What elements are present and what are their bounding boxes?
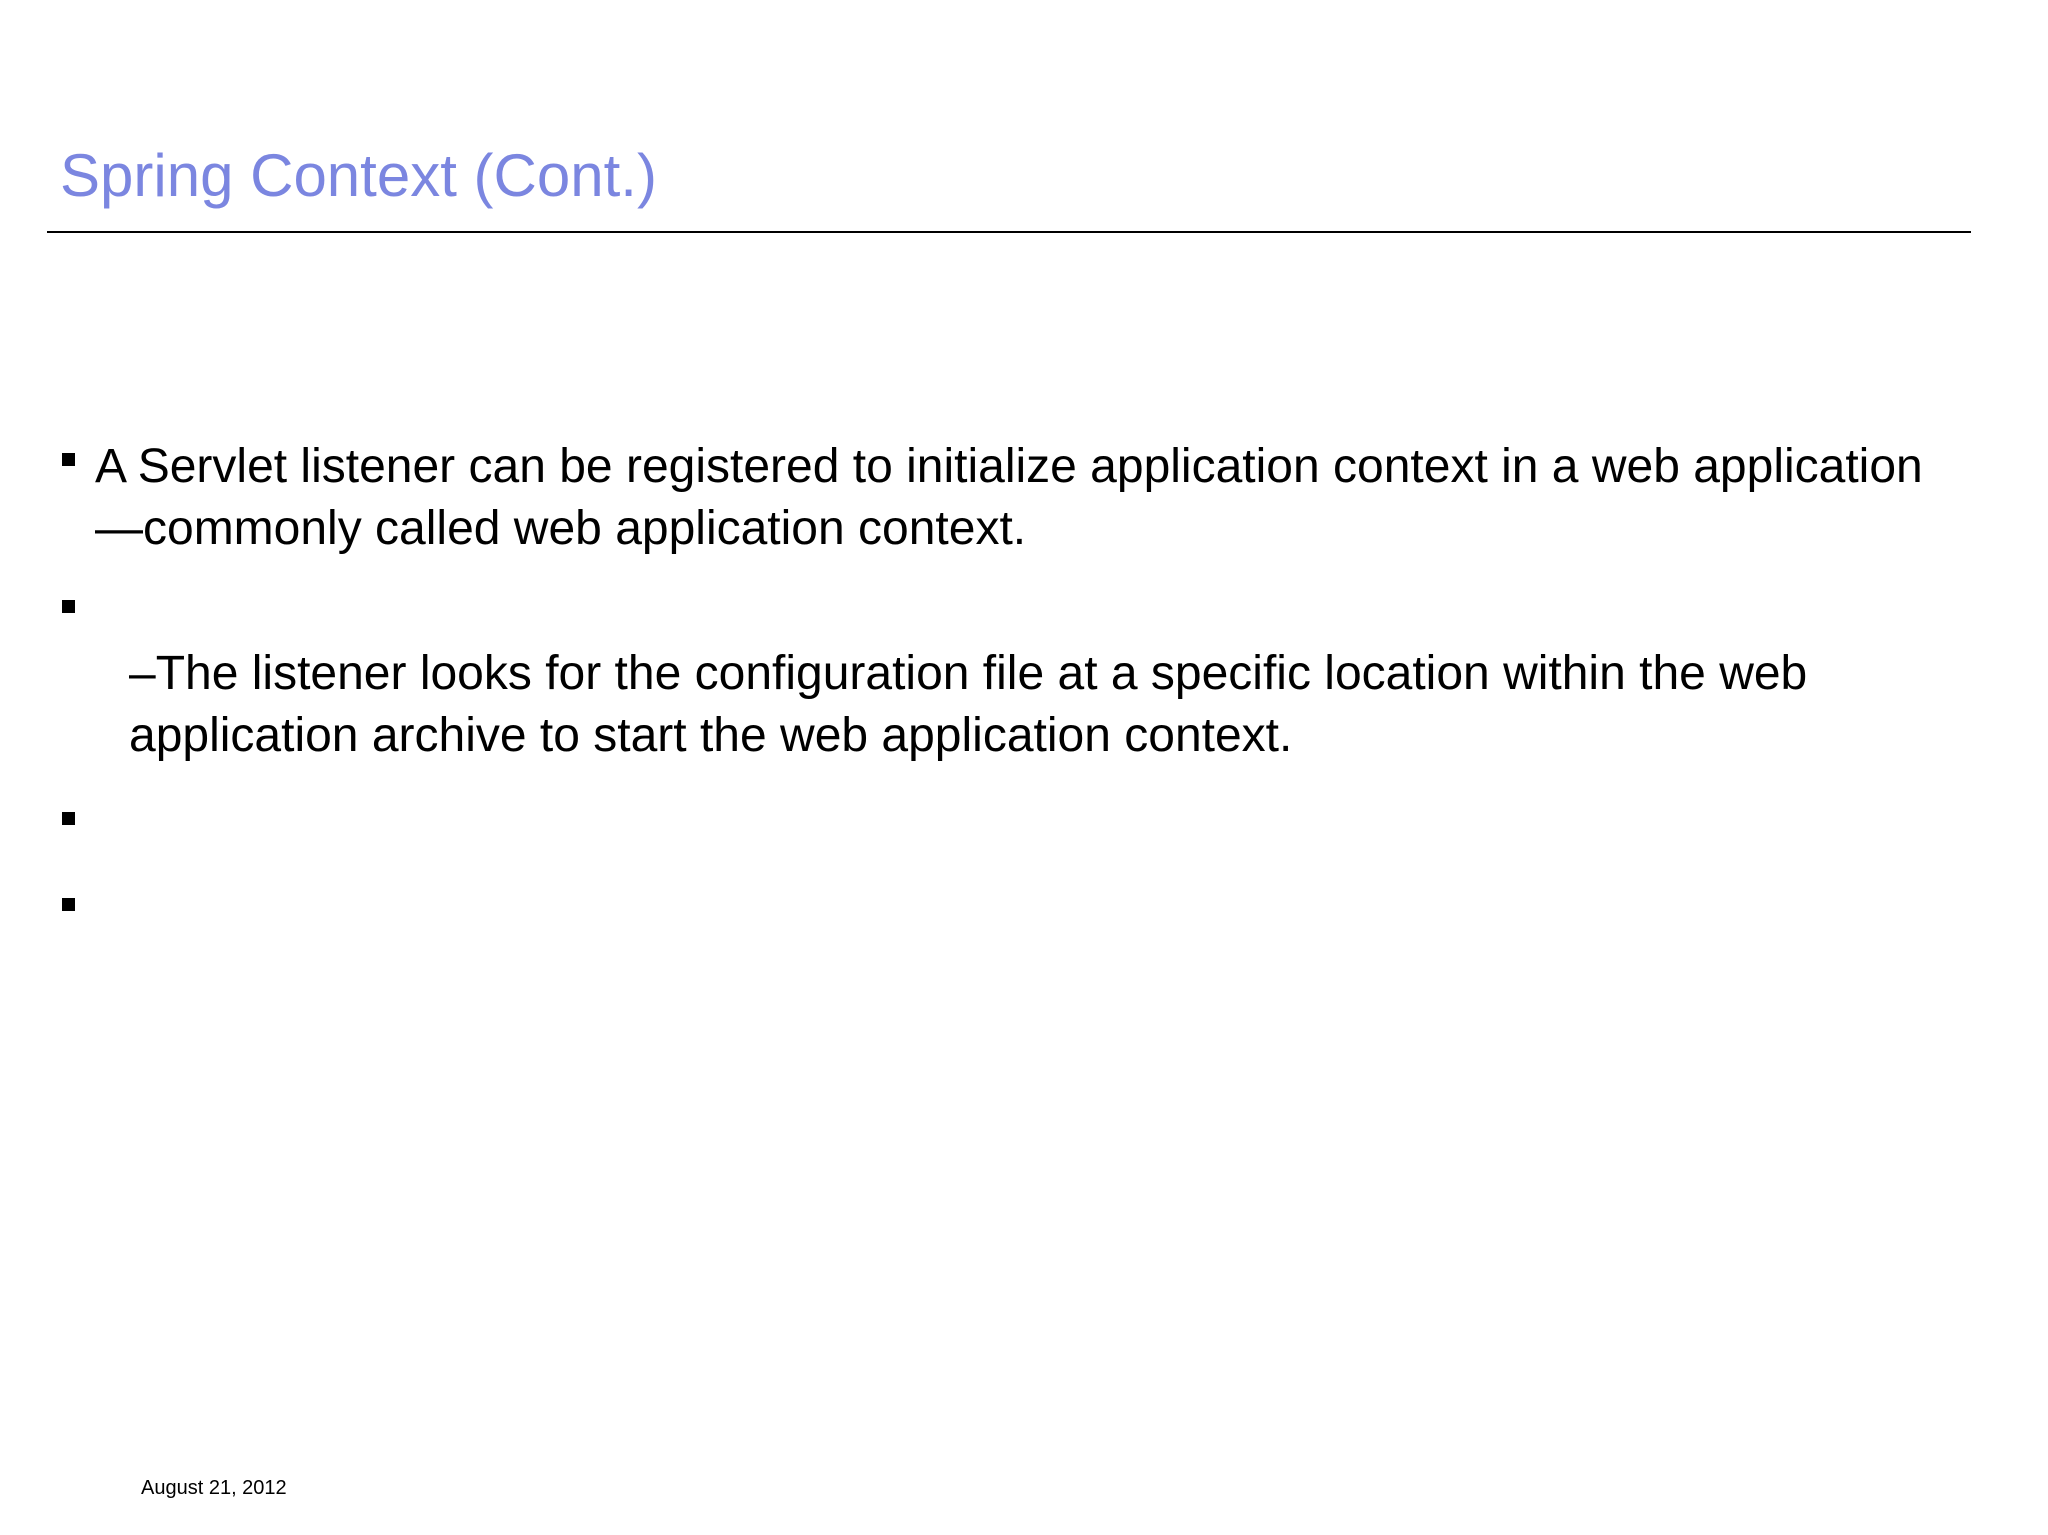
- square-bullet-icon: [62, 898, 75, 911]
- sub-bullet-text: –The listener looks for the configuration file at a specific location within the web application archive to start the web application context.: [129, 647, 1808, 762]
- square-bullet-icon: [62, 453, 75, 466]
- title-divider: [47, 231, 1971, 233]
- bullet-text: A Servlet listener can be registered to initialize application context in a web application—commonly called web application context.: [95, 440, 1923, 555]
- footer-date: August 21, 2012: [141, 1477, 287, 1499]
- square-bullet-icon: [62, 812, 75, 825]
- square-bullet-icon: [62, 600, 75, 613]
- slide-title: Spring Context (Cont.): [60, 142, 657, 209]
